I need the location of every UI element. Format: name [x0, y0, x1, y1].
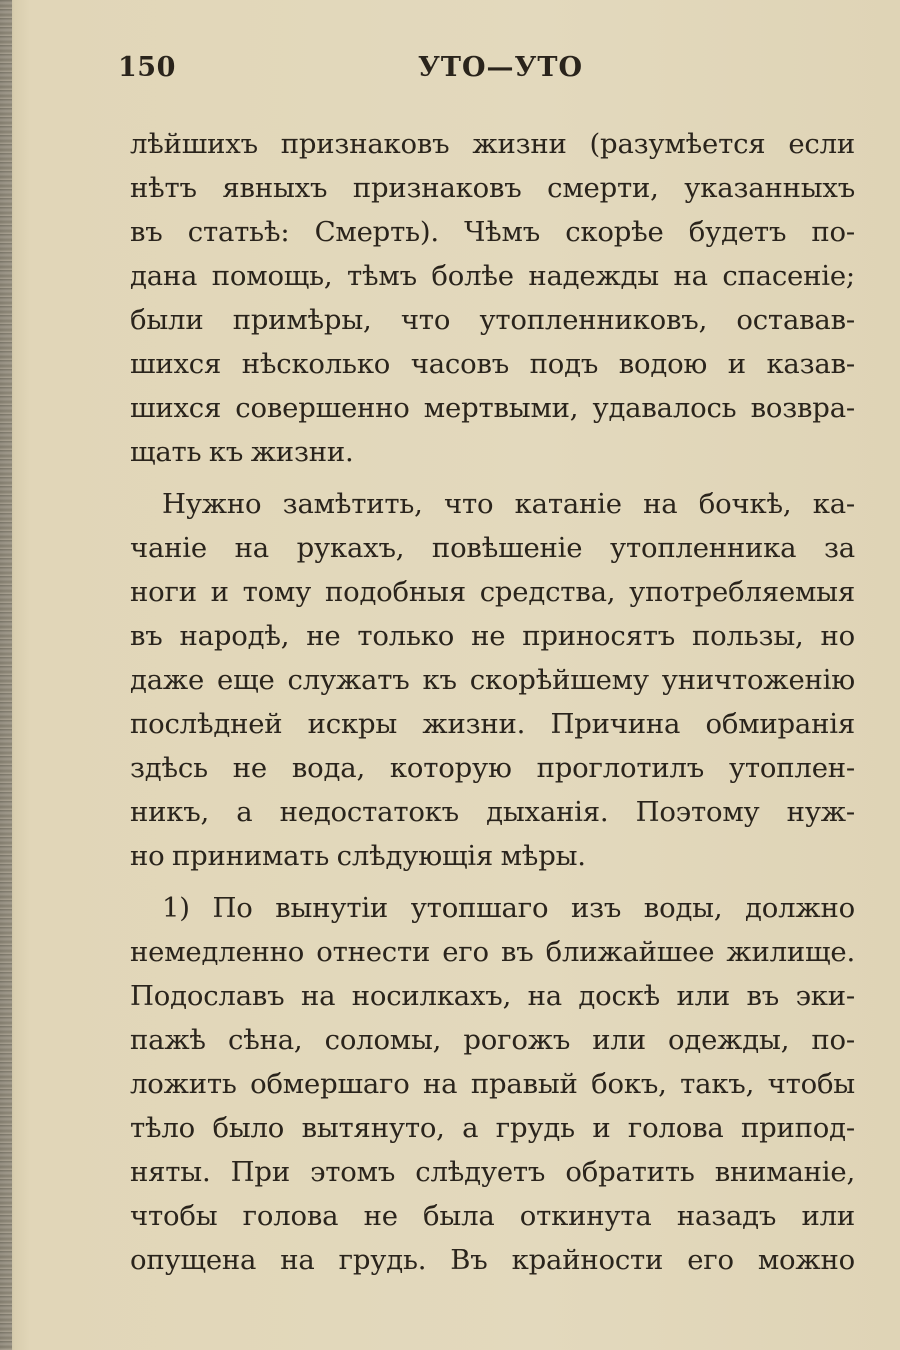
text-line: въ народѣ, не только не приносятъ пользы, но: [130, 620, 855, 652]
text-line: чаніе на рукахъ, повѣшеніе утопленника за: [130, 532, 855, 564]
text-line: няты. При этомъ слѣдуетъ обратить вниманіе,: [130, 1156, 855, 1188]
paragraph-1: [130, 122, 855, 474]
text-line: здѣсь не вода, которую проглотилъ утоплен-: [130, 752, 855, 784]
text-line: шихся нѣсколько часовъ подъ водою и казав-: [130, 348, 855, 380]
paragraph-3: [130, 886, 855, 1282]
page-header: [118, 52, 858, 92]
running-head: УТО—УТО: [418, 52, 584, 83]
page-number: 150: [118, 52, 176, 83]
text-line: никъ, а недостатокъ дыханія. Поэтому нуж-: [130, 796, 855, 828]
text-line: Подославъ на носилкахъ, на доскѣ или въ эки-: [130, 980, 855, 1012]
text-line: были примѣры, что утопленниковъ, оставав-: [130, 304, 855, 336]
text-line: дана помощь, тѣмъ болѣе надежды на спасеніе;: [130, 260, 855, 292]
text-line: даже еще служатъ къ скорѣйшему уничтоженію: [130, 664, 855, 696]
text-line: тѣло было вытянуто, а грудь и голова припод-: [130, 1112, 855, 1144]
text-line: щать къ жизни.: [130, 436, 354, 468]
paragraph-2: [130, 482, 855, 878]
text-line: пажѣ сѣна, соломы, рогожъ или одежды, по-: [130, 1024, 855, 1056]
text-line: но принимать слѣдующія мѣры.: [130, 840, 586, 872]
text-line: ложить обмершаго на правый бокъ, такъ, чтобы: [130, 1068, 855, 1100]
text-line: Нужно замѣтить, что катаніе на бочкѣ, ка-: [162, 488, 855, 520]
text-line: 1) По вынутіи утопшаго изъ воды, должно: [162, 892, 855, 924]
book-spine-edge: [0, 0, 12, 1350]
text-line: ноги и тому подобныя средства, употребляемыя: [130, 576, 855, 608]
text-line: нѣтъ явныхъ признаковъ смерти, указанныхъ: [130, 172, 855, 204]
text-line: опущена на грудь. Въ крайности его можно: [130, 1244, 855, 1276]
text-line: чтобы голова не была откинута назадъ или: [130, 1200, 855, 1232]
text-line: немедленно отнести его въ ближайшее жилище.: [130, 936, 855, 968]
body-text: [130, 122, 855, 1282]
text-line: шихся совершенно мертвыми, удавалось возвра-: [130, 392, 855, 424]
text-line: въ статьѣ: Смерть). Чѣмъ скорѣе будетъ по-: [130, 216, 855, 248]
text-line: лѣйшихъ признаковъ жизни (разумѣется если: [130, 128, 855, 160]
text-line: послѣдней искры жизни. Причина обмиранія: [130, 708, 855, 740]
